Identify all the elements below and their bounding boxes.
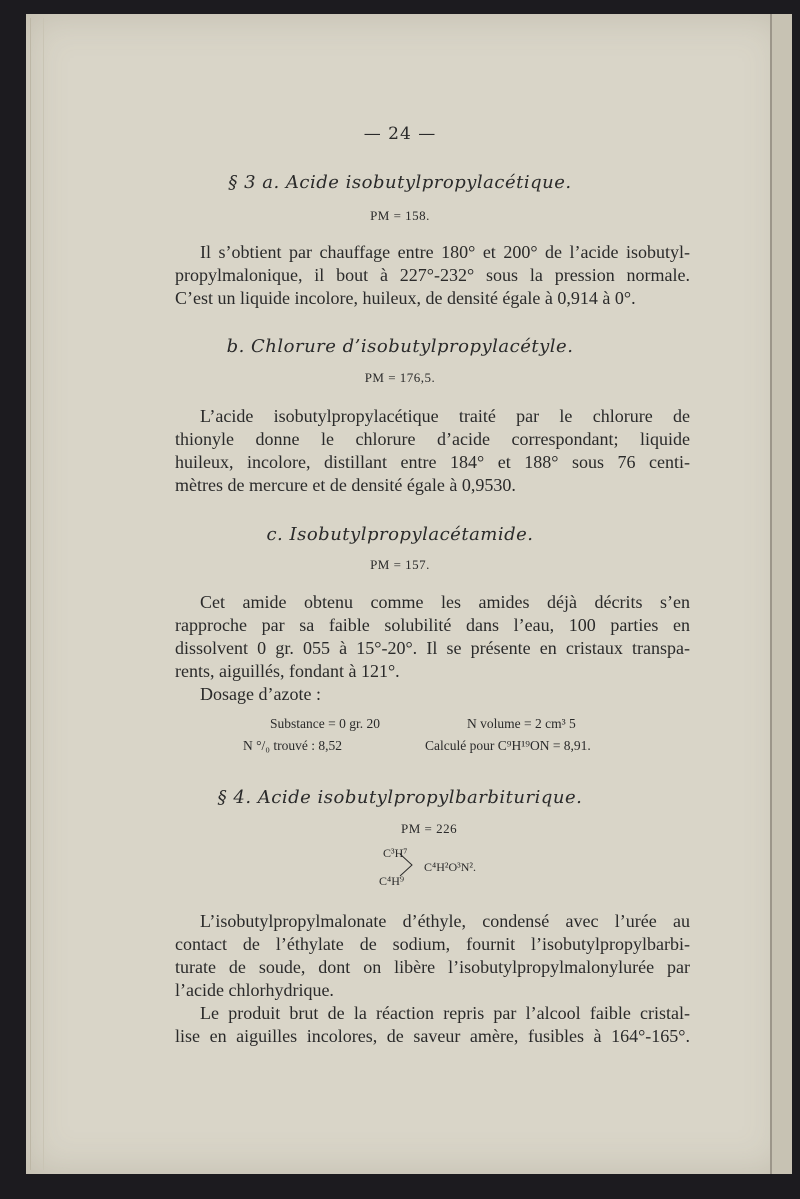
page-number: — 24 —: [363, 124, 437, 144]
section-3a-heading: § 3 a. Acide isobutylpropylacétique.: [228, 172, 572, 193]
formula-bottom: C⁴H⁹: [379, 874, 405, 888]
section-4-p1-line-3: turate de soude, dont on libère l’isobutylpropylmalonylurée par: [175, 957, 690, 977]
section-3a-line-3: C’est un liquide incolore, huileux, de densité égale à 0,914 à 0°.: [175, 288, 636, 308]
section-c-line-3: dissolvent 0 gr. 055 à 15°-20°. Il se présente en cristaux transpa-: [175, 638, 690, 658]
substance-value: Substance = 0 gr. 20: [270, 716, 380, 731]
formula-right: C⁴H²O³N².: [424, 860, 476, 874]
dosage-label: Dosage d’azote :: [200, 684, 321, 704]
section-3a-pm: PM = 158.: [370, 208, 430, 223]
formula-top: C³H⁷: [383, 846, 408, 860]
section-4-p1-line-1: L’isobutylpropylmalonate d’éthyle, condensé avec l’urée au: [200, 911, 690, 931]
section-4-p1-line-4: l’acide chlorhydrique.: [175, 980, 334, 1000]
section-b-line-4: mètres de mercure et de densité égale à 0,9530.: [175, 475, 516, 495]
section-c-heading: c. Isobutylpropylacétamide.: [266, 524, 534, 545]
formula-bracket: [398, 850, 420, 880]
section-c-line-4: rents, aiguillés, fondant à 121°.: [175, 661, 400, 681]
section-3a-line-1: Il s’obtient par chauffage entre 180° et 200° de l’acide isobutyl-: [200, 242, 690, 262]
section-4-p2-line-1: Le produit brut de la réaction repris par l’alcool faible cristal-: [200, 1003, 690, 1023]
trouve-value: N °/₀ trouvé : 8,52: [243, 738, 342, 753]
section-b-pm: PM = 176,5.: [364, 370, 436, 385]
section-4-pm: PM = 226: [401, 821, 458, 836]
section-c-line-2: rapproche par sa faible solubilité dans l’eau, 100 parties en: [175, 615, 690, 635]
section-b-line-3: huileux, incolore, distillant entre 184° et 188° sous 76 centi-: [175, 452, 690, 472]
section-4-heading: § 4. Acide isobutylpropylbarbiturique.: [217, 787, 583, 808]
section-b-line-1: L’acide isobutylpropylacétique traité par le chlorure de: [200, 406, 690, 426]
section-c-line-1: Cet amide obtenu comme les amides déjà décrits s’en: [200, 592, 690, 612]
section-b-line-2: thionyle donne le chlorure d’acide correspondant; liquide: [175, 429, 690, 449]
section-c-pm: PM = 157.: [370, 557, 430, 572]
section-4-p1-line-2: contact de l’éthylate de sodium, fournit l’isobutylpropylbarbi-: [175, 934, 690, 954]
calcule-value: Calculé pour C⁹H¹⁹ON = 8,91.: [425, 738, 591, 753]
section-b-heading: b. Chlorure d’isobutylpropylacétyle.: [226, 336, 574, 357]
section-4-p2-line-2: lise en aiguilles incolores, de saveur amère, fusibles à 164°-165°.: [175, 1026, 690, 1046]
section-3a-line-2: propylmalonique, il bout à 227°-232° sous la pression normale.: [175, 265, 690, 285]
volume-value: N volume = 2 cm³ 5: [467, 716, 576, 731]
